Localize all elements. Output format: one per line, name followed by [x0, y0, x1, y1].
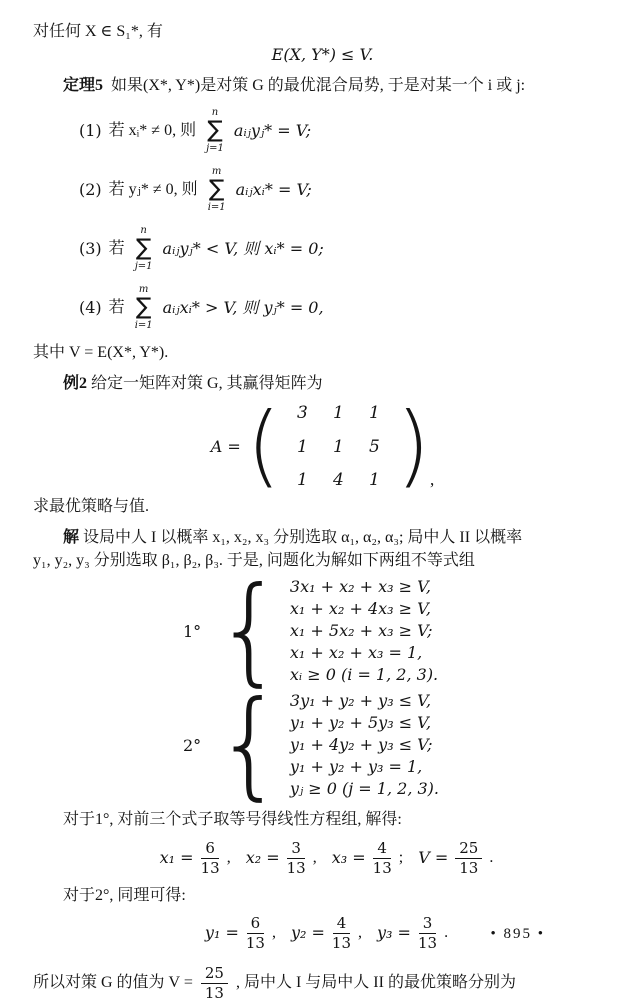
numerator: 25 [455, 840, 482, 859]
intro-line: 对任何 X ∈ S₁*, 有 [33, 23, 163, 40]
payoff-matrix [284, 401, 392, 493]
sum-lower-limit: j=1 [206, 142, 224, 154]
x3-lhs: x₃ = [331, 848, 366, 868]
system-2-label: 2° [183, 735, 202, 755]
example-label: 例2 [63, 374, 88, 392]
system-2-line: 3y₁ + y₂ + y₃ ≤ V, [289, 691, 432, 711]
numerator: 3 [287, 840, 305, 859]
summation-symbol [135, 284, 153, 330]
denominator: 13 [372, 858, 392, 877]
solution-line-1 [33, 526, 612, 549]
v-lhs: V = [418, 848, 449, 868]
numerator: 6 [201, 840, 219, 859]
item-pre: 若 yⱼ* ≠ 0, 则 [108, 180, 198, 198]
matrix-cell: 1 [332, 402, 344, 423]
x2-lhs: x₂ = [245, 848, 280, 868]
separator: , [358, 924, 363, 942]
solution-line-2: y₁, y₂, y₃ 分别选取 β₁, β₂, β₃. 于是, 问题化为解如下两组不等式组 [33, 552, 475, 570]
theorem-item-4 [79, 282, 612, 334]
system-1-line: x₁ + x₂ + x₃ = 1, [289, 643, 423, 663]
numerator: 25 [201, 965, 228, 984]
system-1-line: x₁ + 5x₂ + x₃ ≥ V; [289, 621, 433, 641]
numerator: 4 [333, 915, 351, 934]
sum-lower-limit: i=1 [207, 201, 226, 213]
matrix-cell: 1 [368, 402, 380, 423]
summation-symbol [135, 225, 153, 271]
sum-upper-limit: n [211, 107, 219, 119]
y3-lhs: y₃ = [377, 923, 411, 943]
summation-symbol [208, 166, 226, 212]
separator: ; [398, 849, 404, 867]
ask-line: 求最优策略与值. [33, 497, 150, 515]
summation-symbol [206, 107, 224, 153]
para-1: 对于1°, 对前三个式子取等号得线性方程组, 解得: [63, 811, 402, 829]
sigma-icon: ∑ [135, 235, 152, 262]
y1-fraction [246, 915, 265, 951]
y2-lhs: y₂ = [290, 923, 325, 943]
sum-lower-limit: i=1 [134, 319, 153, 331]
sigma-icon: ∑ [135, 294, 152, 321]
example-text: 给定一矩阵对策 G, 其赢得矩阵为 [91, 374, 323, 392]
denominator: 13 [245, 933, 265, 952]
conclusion-pre: 所以对策 G 的值为 V = [33, 974, 193, 992]
item-post: aᵢⱼyⱼ* < V, 则 xᵢ* = 0; [162, 238, 324, 258]
system-2-line: y₁ + 4y₂ + y₃ ≤ V; [289, 735, 433, 755]
separator: , [271, 924, 276, 942]
theorem-item-3 [79, 223, 612, 275]
sum-upper-limit: m [211, 166, 222, 178]
system-1-line: 3x₁ + x₂ + x₃ ≥ V, [289, 577, 431, 597]
denominator: 13 [286, 858, 306, 877]
x-results [33, 840, 612, 876]
theorem-body: 如果(X*, Y*)是对策 G 的最优混合局势, 于是对某一个 i 或 j: [111, 77, 526, 95]
numerator: 3 [419, 915, 437, 934]
item-post: aᵢⱼxᵢ* > V, 则 yⱼ* = 0, [162, 297, 324, 317]
theorem-label: 定理5 [63, 77, 104, 95]
theorem-text [103, 77, 111, 94]
separator: . [489, 849, 494, 867]
theorem-item-2 [79, 164, 612, 216]
system-2-lines [290, 690, 439, 800]
separator: , [312, 849, 317, 867]
item-post: aᵢⱼxᵢ* = V; [235, 179, 312, 199]
x2-fraction [287, 840, 306, 876]
sum-upper-limit: n [140, 225, 147, 237]
y2-fraction [332, 915, 351, 951]
y3-fraction [418, 915, 437, 951]
system-2-line: y₁ + y₂ + 5y₃ ≤ V, [289, 713, 432, 733]
system-1-label: 1° [183, 621, 202, 641]
v-fraction [455, 840, 482, 876]
denominator: 13 [459, 858, 479, 877]
formula-expectation: E(X, Y*) ≤ V. [271, 45, 374, 65]
system-1-line: x₁ + x₂ + 4x₃ ≥ V, [289, 599, 431, 619]
example-line [33, 372, 612, 395]
system-2-line: yⱼ ≥ 0 (j = 1, 2, 3). [289, 779, 440, 799]
sigma-icon: ∑ [208, 176, 225, 203]
separator: , [226, 849, 231, 867]
inequality-system-1 [183, 563, 612, 699]
x1-fraction [201, 840, 220, 876]
game-value-fraction [201, 965, 228, 1001]
theorem-line [33, 74, 612, 97]
left-brace-icon: { [215, 563, 284, 699]
item-pre: 若 xᵢ* ≠ 0, 则 [108, 121, 197, 139]
matrix-tail: , [429, 470, 435, 490]
left-paren-icon: ( [246, 394, 281, 499]
matrix-cell: 1 [296, 436, 308, 457]
matrix-equation [33, 394, 612, 499]
denominator: 13 [204, 983, 224, 1002]
matrix-lhs: A = [210, 437, 241, 457]
denominator: 13 [417, 933, 438, 952]
conclusion-line [33, 965, 612, 1001]
left-brace-icon: { [215, 677, 284, 813]
matrix-cell: 1 [368, 470, 380, 491]
solution-label: 解 [63, 529, 80, 547]
wherein-line: 其中 V = E(X*, Y*). [33, 343, 169, 361]
matrix-cell: 1 [296, 470, 308, 491]
system-1-line: xᵢ ≥ 0 (i = 1, 2, 3). [289, 665, 439, 685]
sum-lower-limit: j=1 [134, 260, 153, 272]
solution-text-1: 设局中人 I 以概率 x₁, x₂, x₃ 分别选取 α₁, α₂, α₃; 局中人 II 以概率 [83, 529, 523, 547]
denominator: 13 [200, 858, 220, 877]
page-number: • 895 • [490, 926, 545, 943]
item-post: aᵢⱼyⱼ* = V; [233, 120, 312, 140]
separator: . [444, 924, 449, 942]
y1-lhs: y₁ = [204, 923, 239, 943]
item-pre: 若 [108, 298, 125, 316]
matrix-cell: 1 [332, 436, 344, 457]
matrix-cell: 4 [332, 470, 344, 491]
para-2: 对于2°, 同理可得: [63, 886, 186, 904]
system-2-line: y₁ + y₂ + y₃ = 1, [289, 757, 423, 777]
item-pre: 若 [108, 239, 125, 257]
theorem-item-1 [79, 105, 612, 157]
denominator: 13 [331, 933, 352, 952]
x1-lhs: x₁ = [159, 848, 194, 868]
matrix-cell: 5 [368, 436, 380, 457]
conclusion-post: , 局中人 I 与局中人 II 的最优策略分别为 [235, 974, 516, 992]
system-1-lines [290, 576, 438, 686]
numerator: 4 [373, 840, 391, 859]
item-number: (1) [79, 120, 102, 140]
item-number: (4) [79, 297, 102, 317]
right-paren-icon: ) [396, 394, 430, 499]
item-number: (2) [79, 179, 102, 199]
inequality-system-2 [183, 677, 612, 813]
x3-fraction [373, 840, 392, 876]
numerator: 6 [247, 915, 265, 934]
sum-upper-limit: m [138, 284, 149, 296]
sigma-icon: ∑ [207, 117, 223, 144]
item-number: (3) [79, 238, 102, 258]
matrix-cell: 3 [296, 402, 308, 423]
